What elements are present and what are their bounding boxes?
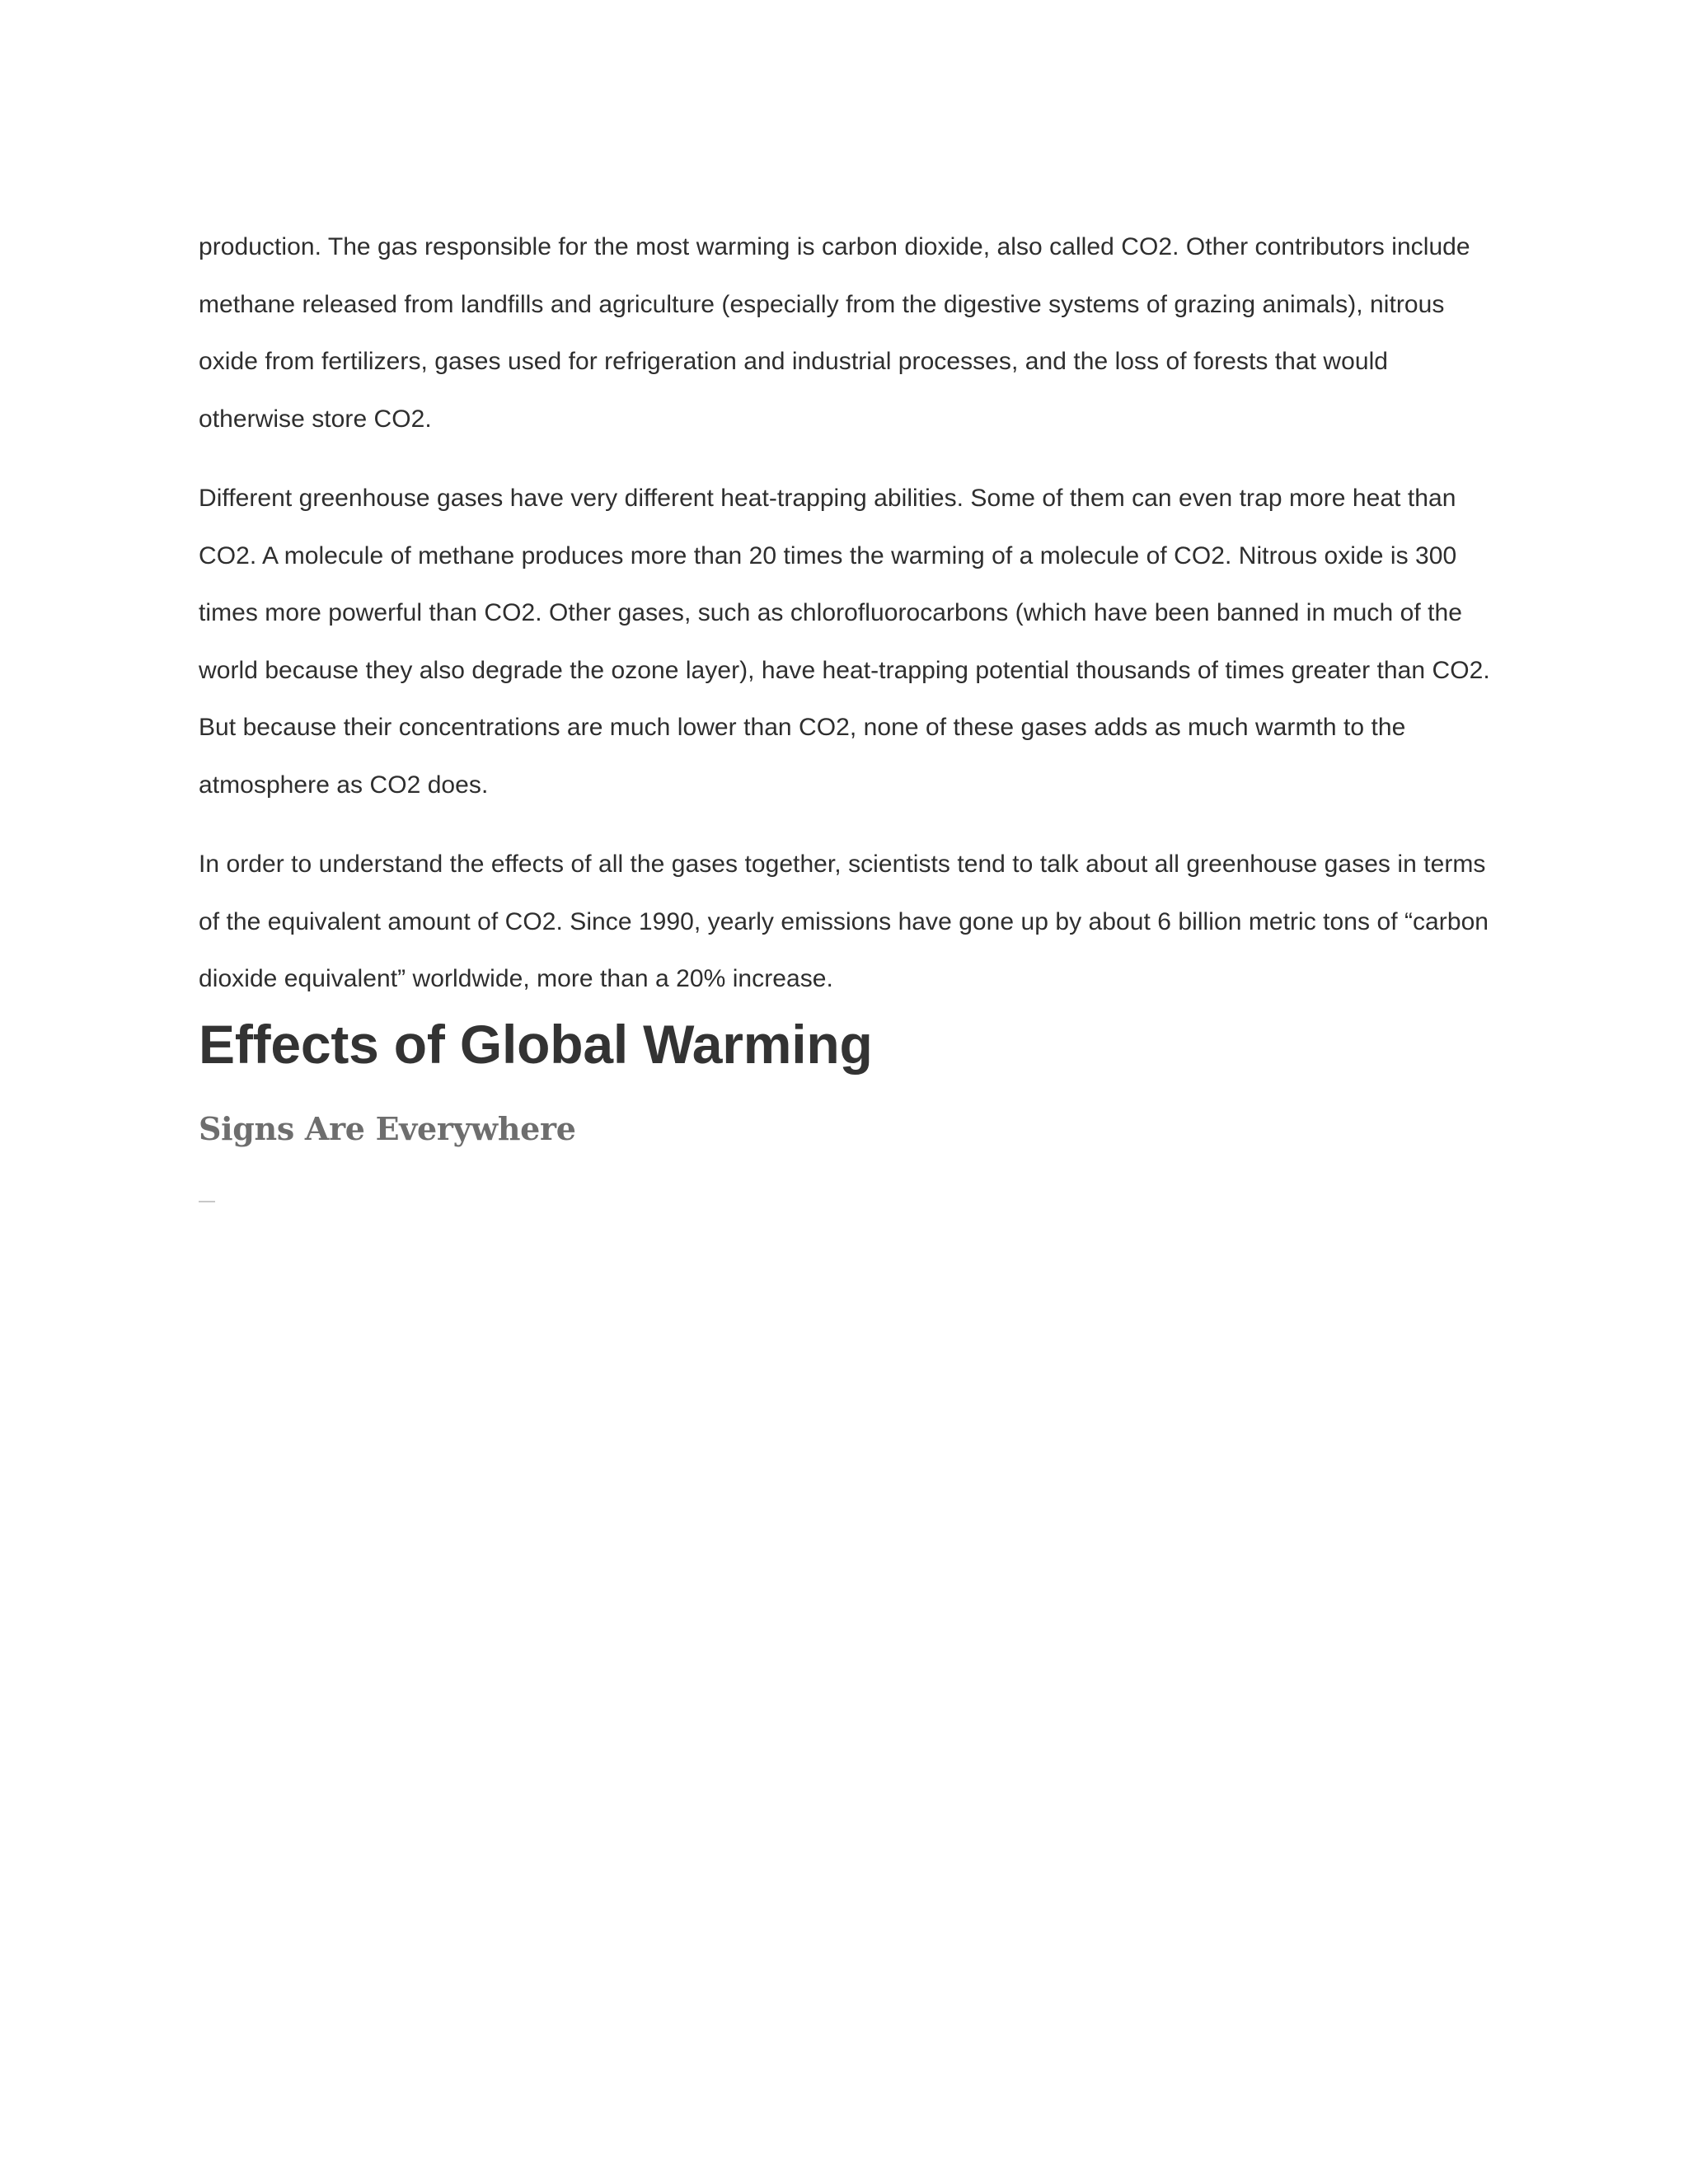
paragraph-heat-trapping: Different greenhouse gases have very different heat-trapping abilities. Some of them can even trap more heat than CO2. A molecule of methane produces more than 20 times the warming of a molecule of CO2. Nitrous oxide is 300 times more powerful than CO2. Other gases, such as chlorofluorocarbons (which have been banned in much of the world because they also degrade the ozone layer), have heat-trapping potential thousands of times greater than CO2. But because their concentrations are much lower than CO2, none of these gases adds as much warmth to the atmosphere as CO2 does.: [199, 485, 1490, 799]
section-subheading: Signs Are Everywhere: [199, 1109, 576, 1147]
paragraph-emission-sources: production. The gas responsible for the most warming is carbon dioxide, also called CO2. Other contributors include methane released from landfills and agriculture (especially from the digestive systems of grazing animals), nitrous oxide from fertilizers, gases used for refrigeration and industrial processes, and the loss of forests that would otherwise store CO2.: [199, 233, 1470, 433]
decorative-rule: [199, 1201, 215, 1202]
article-body: [199, 218, 1501, 1202]
paragraph-co2-equivalent: In order to understand the effects of all the gases together, scientists tend to talk about all greenhouse gases in terms of the equivalent amount of CO2. Since 1990, yearly emissions have gone up by about 6 billion metric tons of “carbon dioxide equivalent” worldwide, more than a 20% increase.: [199, 851, 1489, 992]
section-heading: Effects of Global Warming: [199, 1013, 873, 1075]
